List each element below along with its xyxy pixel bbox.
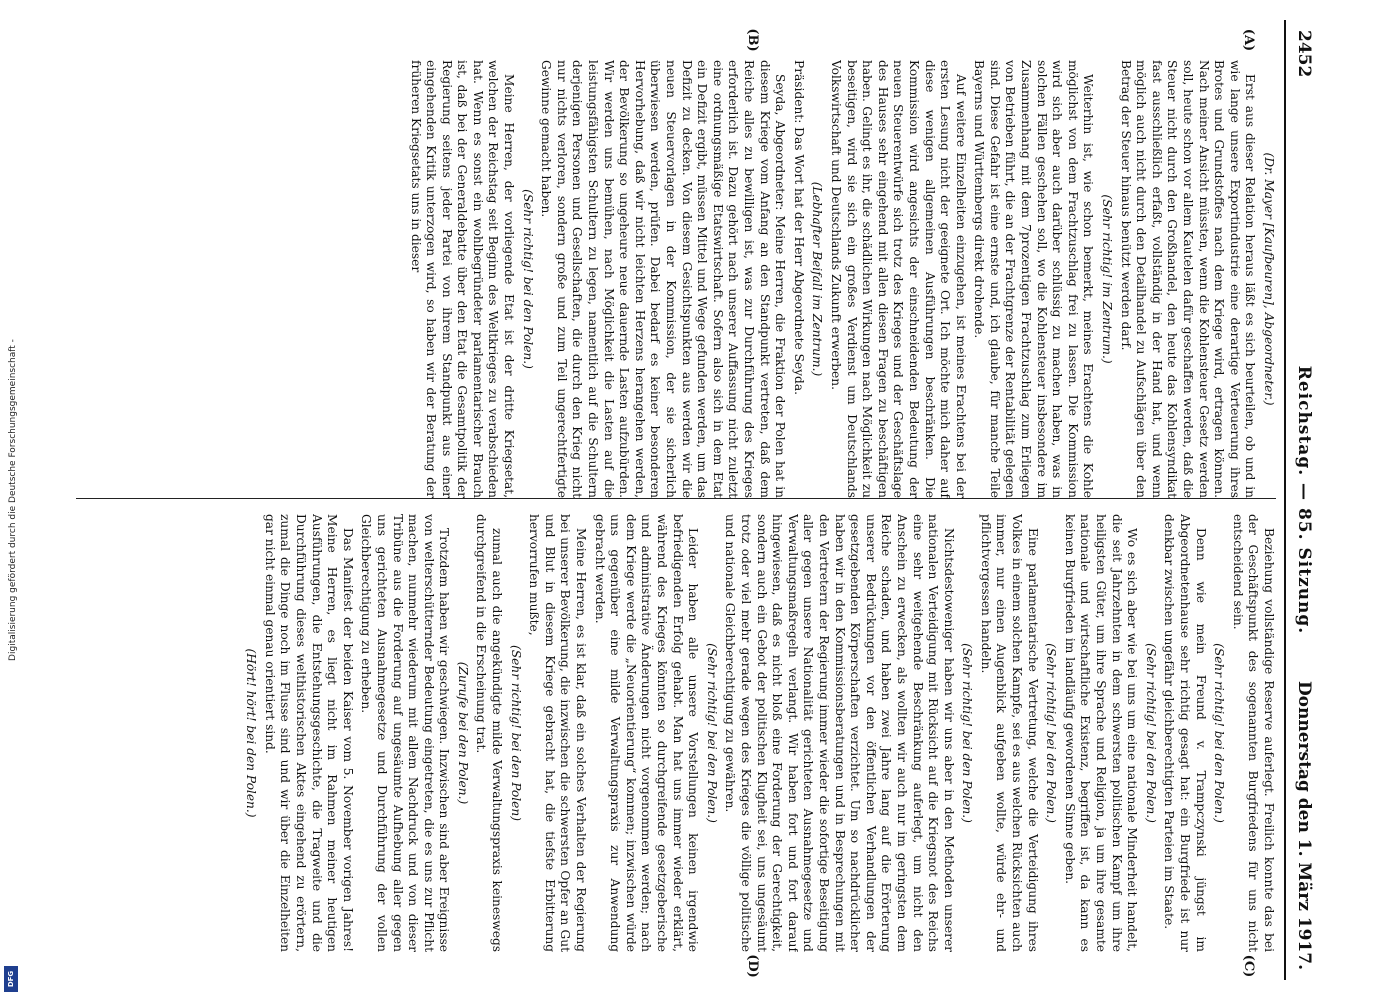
page-number: 2452 xyxy=(1294,30,1314,78)
right-column xyxy=(76,514,1276,952)
interjection: (Sehr richtig! bei den Polen.) xyxy=(1044,643,1059,823)
interjection: (Sehr richtig! bei den Polen.) xyxy=(520,189,535,369)
paragraph: Nichtsdestoweniger haben wir uns aber in den Methoden unserer nationalen Verteidigung mit Rücksicht auf die Kriegsnot des Reichs eine sehr weitgehende Beschränkung auferlegt, um nicht den Anschein zu erwecken, als wollten wir auch nur im geringsten dem Reiche schaden, und haben zwei Jahre lang auf die Erörterung unserer Bedrückungen vor den öffentlichen Verhandlungen der gesetzgebenden Körperschaften verzichtet. Um so nachdrücklicher haben wir in den Kommissionsberatungen und in Besprechungen mit den Vertretern der Regierung immer wieder die sofortige Beseitigung aller gegen unsere Nationalität gerichteten Ausnahmegesetze und Verwaltungsmaßregeln verlangt. Wir haben fort und fort darauf hingewiesen, daß es nicht bloß eine Forderung der Gerechtigkeit, sondern auch ein Gebot der politischen Klugheit sei, uns ungesäumt trotz oder viel mehr gerade wegen des Krieges die völlige politische und nationale Gleichberechtigung zu gewähren. xyxy=(723,514,956,952)
paragraph: Seyda, Abgeordneter: Meine Herren, die Fraktion der Polen hat in diesem Kriege vom Anfang an den Standpunkt vertreten, daß dem Reiche alles zu bewilligen ist, was zur Durchführung des Krieges erforderlich ist. Dazu gehört nach unserer Auffassung nicht zuletzt eine ordnungsmäßige Etatswirtschaft. Sofern also sich in dem Etat ein Defizit ergibt, müssen Mittel und Wege gefunden werden, um das Defizit zu decken. Von diesem Gesichtspunkten aus werden wir die neuen Steuervorlagen in der Kommission, der sie sicherlich überwiesen werden, prüfen. Dabei bedarf es keiner besonderen Hervorhebung, daß wir nicht leichten Herzens herangehen werden, der Bevölkerung so ungeheure neue dauernde Lasten aufzubürden. Wir werden uns bemühen, nach Möglichkeit die Lasten auf die leistungsfähigsten Schultern zu legen, namentlich auf die Schultern derjenigen Personen und Gesellschaften, die durch den Krieg nicht nur nichts verloren, sondern große und zum Teil ungerechtfertigte Gewinne gemacht haben. xyxy=(539,60,788,498)
interjection: (Zurufe bei den Polen.) xyxy=(455,661,470,805)
paragraph: (Dr. Mayer [Kaufbeuren], Abgeordneter.) xyxy=(1262,152,1276,406)
dfg-logo-text: DFG xyxy=(7,970,15,988)
paragraph: Eine parlamentarische Vertretung, welche die Verteidigung ihres Volkes in einem solchen Kampfe, sei es aus welchen Rücksichten auch immer, nur einen Augenblick aufgeben wollte, würde ehr- und pflichtvergessen handeln. xyxy=(978,514,1040,952)
page-content xyxy=(60,20,1320,980)
paragraph: Weiterhin ist, wie schon bemerkt, meines Erachtens die Kohle möglichst von dem Frachtzuschlag frei zu lassen. Die Kommission wird sich aber auch darüber schlüssig zu machen haben, was in solchen Fällen geschehen soll, wo die Kohlensteuer insbesondere im Zusammenhang mit dem 7prozentigen Frachtzuschlag zum Erliegen von Betrieben führt, die an der Frachtgrenze der Rentabilität gelegen sind. Diese Gefahr ist eine ernste und, ich glaube, für manche Teile Bayerns und Württembergs direkt drohende. xyxy=(972,60,1096,498)
interjection: (Sehr richtig! bei den Polen.) xyxy=(960,643,975,823)
paragraph: Erst aus dieser Relation heraus läßt es sich beurteilen, ob und in wie lange unsere Exportindustrie eine derartige Verteuerung ihres Brotes und Grundstoffes nach dem Kriege wird, ertragen können. Nach meiner Ansicht müssten, wenn die Kohlensteuer Gesetz werden soll, heute schon vor allem Kautelen dafür geschaffen werden, daß die Steuer nicht durch den Großhandel, den heute das Kohlensyndikat fast ausschließlich erfaßt, vollständig in der Hand hat, und wenn möglich auch nicht durch den Detailhandel zu Aufschlägen über den Betrag der Steuer hinaus benützt werden darf. xyxy=(1118,60,1258,498)
interjection: (Sehr richtig! bei den Polen.) xyxy=(1212,643,1227,823)
paragraph: Leider haben alle unsere Vorstellungen keinen irgendwie befriedigenden Erfolg gehabt. Man hat uns immer wieder erklärt, während des Krieges könnten so durchgreifende gesetzgeberische und administrative Änderungen nicht vorgenommen werden; nach dem Kriege werde die „Neuorientierung“ kommen; inzwischen würde uns gegenüber eine milde Verwaltungspraxis zur Anwendung gebracht werden. xyxy=(592,514,701,952)
digitization-note xyxy=(6,0,20,1000)
paragraph: Trotzdem haben wir geschwiegen. Inzwischen sind aber Ereignisse von welterschütternder Bedeutung eingetreten, die es uns zur Pflicht machen, nunmehr wiederum mit allem Nachdruck und von dieser Tribüne aus die Forderung auf ungesäumte Aufhebung aller gegen uns gerichteten Ausnahmegesetze und Durchführung der vollen Gleichberechtigung zu erheben. xyxy=(359,514,452,952)
interjection: (Hört! hört! bei den Polen.) xyxy=(244,648,259,818)
paragraph: Auf weitere Einzelheiten einzugehen, ist meines Erachtens bei der ersten Lesung nicht der geeignete Ort. Ich möchte mich daher auf diese wenigen allgemeinen Ausführungen beschränken. Die Kommission wird angesichts der einschneidenden Bedeutung der neuen Steuerentwürfe sich trotz des Krieges und der Geschäftslage des Hauses sehr eingehend mit allen diesen Fragen zu beschäftigen haben. Gelingt es ihr, die schädlichen Wirkungen nach Möglichkeit zu beseitigen, wird sie sich ein großes Verdienst um Deutschlands Volkswirtschaft und Deutschlands Zukunft erwerben. xyxy=(828,60,968,498)
scanned-page xyxy=(30,20,1330,980)
page-title: Reichstag. — 85. Sitzung. xyxy=(1294,365,1314,635)
interjection: (Sehr richtig! im Zentrum.) xyxy=(1100,194,1115,364)
paragraph: Beziehung vollständige Reserve auferlegt. Freilich konnte das bei der Geschäftspunkt des sogenannten Burgfriedens für uns nicht entscheidend sein. xyxy=(1230,514,1276,952)
margin-marker-a: (A) xyxy=(1241,28,1256,52)
left-column xyxy=(76,60,1276,498)
paragraph: zumal auch die angekündigte milde Verwaltungspraxis keineswegs durchgreifend in die Erscheinung trat. xyxy=(474,514,505,952)
digitization-note-text: Digitalisierung gefördert durch die Deutsche Forschungsgemeinschaft - xyxy=(8,339,18,661)
paragraph: Meine Herren, es ist klar, daß ein solches Verhalten der Regierung bei unserer Bevölkerung, die inzwischen die schwersten Opfer an Gut und Blut in diesem Kriege gebracht hat, die tiefste Erbitterung hervorrufen mußte, xyxy=(527,514,589,952)
session-date: Donnerstag den 1. März 1917. xyxy=(1294,680,1314,970)
paragraph: Wo es sich aber wie bei uns um eine nationale Minderheit handelt, die seit Jahrzehnten in dem schwersten politischen Kampf um ihre heiligsten Güter, um ihre Sprache und Religion, ja um ihre gesamte nationale und wirtschaftliche Existenz, begriffen ist, da kann es keinen Burgfrieden im landläufig gewordenen Sinne geben. xyxy=(1062,514,1140,952)
dfg-logo xyxy=(4,966,18,992)
paragraph: Meine Herren, der vorliegende Etat ist der dritte Kriegsetat, welchen der Reichstag seit Beginn des Weltkrieges zu verabschieden hat. Wenn es sonst ein wohlbegründeter parlamentarischer Brauch ist, daß bei der Generaldebatte über den Etat die Gesamtpolitik der Regierung seitens jeder Partei von ihrem Standpunkt aus einer eingehenden Kritik unterzogen wird, so haben wir der Beratung der früheren Kriegsetats uns in dieser xyxy=(408,60,517,498)
margin-marker-c: (C) xyxy=(1241,954,1256,978)
paragraph: Das Manifest der beiden Kaiser vom 5. November vorigen Jahres! Meine Herren, es liegt nicht im Rahmen meiner heutigen Ausführungen, die Entstehungsgeschichte, die Tragweite und die Durchführung dieses welthistorischen Aktes eingehend zu erörtern, zumal die Dinge noch im Flusse sind und wir über die Einzelheiten gar nicht einmal genau orientiert sind. xyxy=(262,514,355,952)
page-header xyxy=(1284,20,1320,980)
interjection: (Sehr richtig! bei den Polen.) xyxy=(704,643,719,823)
interjection: (Lebhafter Beifall im Zentrum.) xyxy=(810,181,825,377)
paragraph: Denn wie mein Freund v. Trampczynski jüngst im Abgeordnetenhause sehr richtig gesagt hat: ein Burgfriede ist nur denkbar zwischen ungefähr gleichberechtigten Parteien im Staate. xyxy=(1162,514,1208,952)
interjection: (Sehr richtig! bei den Polen.) xyxy=(1143,643,1158,823)
interjection: (Sehr richtig! bei den Polen) xyxy=(508,645,523,821)
speaker-line: Präsident: Das Wort hat der Herr Abgeordnete Seyda. xyxy=(791,60,806,395)
column-divider xyxy=(76,498,1276,499)
margin-marker-b: (B) xyxy=(745,28,760,52)
margin-marker-d: (D) xyxy=(745,954,760,978)
